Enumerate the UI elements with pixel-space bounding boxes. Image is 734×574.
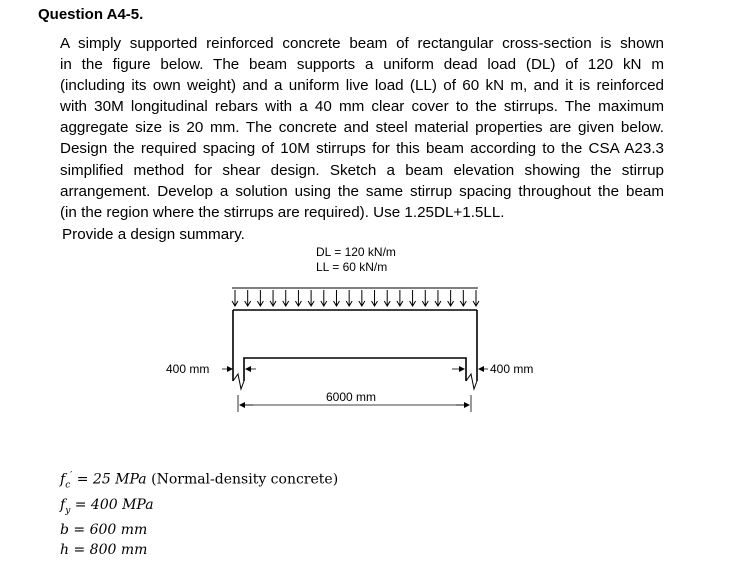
problem-line: with 30M longitudinal rebars with a 40 mm clear cover to the stirrups. The maximum <box>60 98 664 116</box>
steel-yield-strength: $f_y = 400$ MPa <box>60 496 154 516</box>
beam-height: h = 800 mm <box>60 541 148 558</box>
dead-load-label: DL = 120 kN/m <box>316 245 396 259</box>
left-support-break <box>233 374 244 389</box>
beam-width: b = 600 mm <box>60 522 148 539</box>
live-load-label: LL = 60 kN/m <box>316 260 388 274</box>
problem-line: arrangement. Develop a solution using the same stirrup spacing throughout the beam <box>60 182 664 200</box>
right-support-break <box>466 374 477 389</box>
distributed-load-arrows <box>232 288 479 306</box>
problem-line: (in the region where the stirrups are required). Use 1.25DL+1.5LL. <box>60 203 505 221</box>
problem-line: in the figure below. The beam supports a uniform dead load (DL) of 120 kN m <box>60 56 664 74</box>
material-properties <box>60 467 338 560</box>
problem-line: Design the required spacing of 10M stirrups for this beam according to the CSA A23.3 <box>60 140 664 158</box>
span-length-label: 6000 mm <box>326 390 377 404</box>
beam-elevation <box>233 310 477 381</box>
right-support-width-label: 400 mm <box>490 362 534 376</box>
problem-line: aggregate size is 20 mm. The concrete and steel material properties are given below. <box>60 119 664 137</box>
concrete-strength: $f_c' = 25$ MPa (Normal-density concrete) <box>60 471 339 491</box>
left-support-width-label: 400 mm <box>166 362 210 376</box>
design-summary-instruction: Provide a design summary. <box>62 226 245 243</box>
question-title: Question A4-5. <box>38 6 144 23</box>
problem-line: A simply supported reinforced concrete beam of rectangular cross-section is shown <box>60 35 664 52</box>
problem-line: simplified method for shear design. Sketch a beam elevation showing the stirrup <box>60 161 664 179</box>
problem-line: (including its own weight) and a uniform live load (LL) of 60 kN m, and it is reinforced <box>60 77 664 95</box>
